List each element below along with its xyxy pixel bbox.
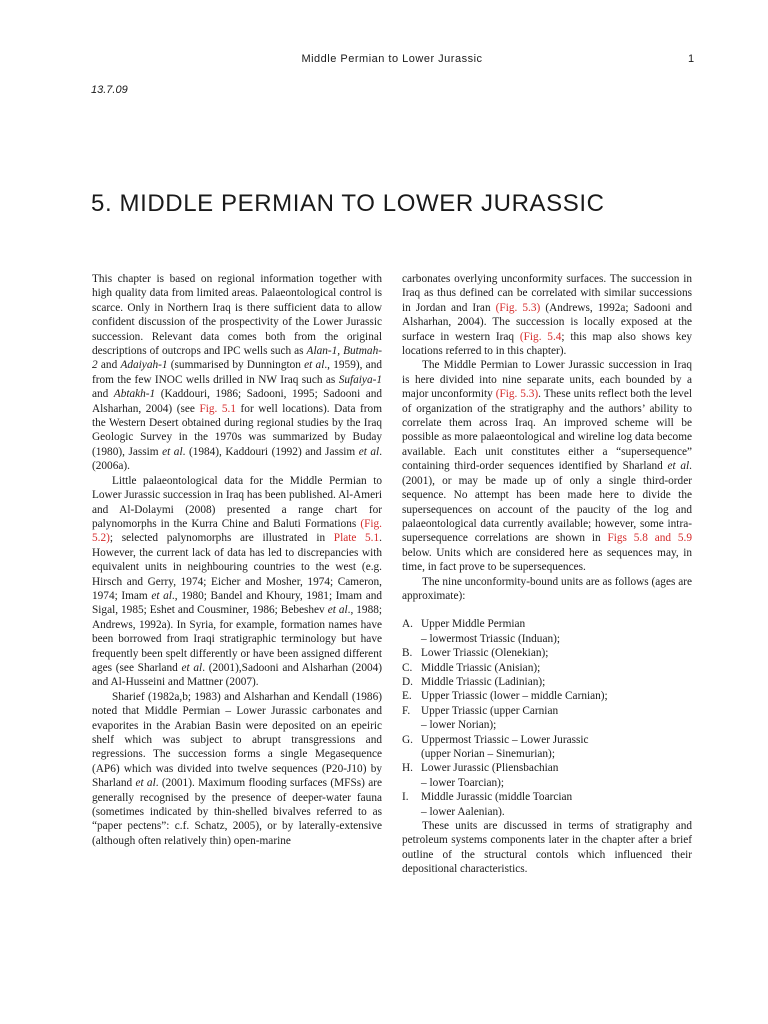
list-item: B. Lower Triassic (Olenekian); [402, 647, 549, 660]
list-item: E. Upper Triassic (lower – middle Carnian); [402, 690, 608, 703]
list-item: C. Middle Triassic (Anisian); [402, 661, 541, 674]
list-item: I. Middle Jurassic (middle Toarcian – lower Aalenian). [402, 791, 573, 818]
figure-link-5-3[interactable]: (Fig. 5.3) [495, 301, 541, 314]
list-item: F. Upper Triassic (upper Carnian – lower Norian); [402, 704, 559, 732]
figure-link-5-3-b[interactable]: (Fig. 5.3) [495, 388, 539, 401]
page-number: 1 [688, 53, 695, 65]
figure-link-5-8-5-9[interactable]: Figs 5.8 and 5.9 [607, 532, 693, 545]
running-title: Middle Permian to Lower Jurassic [301, 53, 483, 65]
left-paragraph-3: Sharief (1982a,b; 1983) and Alsharhan and Kendall (1986) noted that Middle Permian – Lower Jurassic carbonates and evaporites in the Arabian Basin were deposited on an epeiric shelf which was subject to abrupt transgressions and regressions. The succession forms a single Megasequence (AP6) which was divided into twelve sequences (P20-J10) by Sharland et al. (2001). Maximum flooding surfaces (MFSs) are generally recognised by the presence of deeper-water fauna (sometimes indicated by thin-shelled bivalves referred to as “paper pectens”: c.f. Schatz, 2005), or by laterally-extensive (although often relatively thin) open-marine [92, 690, 383, 847]
running-header [0, 53, 768, 69]
right-column [402, 272, 692, 877]
document-date: 13.7.09 [91, 84, 128, 96]
figure-link-5-2[interactable]: (Fig. 5.2) [92, 517, 382, 545]
list-item: G. Uppermost Triassic – Lower Jurassic (upper Norian – Sinemurian); [402, 733, 589, 760]
left-column [92, 272, 382, 848]
list-item: H. Lower Jurassic (Pliensbachian – lower Toarcian); [402, 762, 559, 789]
list-item: D. Middle Triassic (Ladinian); [402, 675, 546, 688]
left-paragraph-1: This chapter is based on regional information together with high quality data from limited areas. Palaeontological control is scarce. Only in Northern Iraq is there sufficient data to allow confident discussion of the prospectivity of the Lower Jurassic succession. Relevant data comes both from the original descriptions of outcrops and IPC wells such as Alan-1, Butmah-2 and Adaiyah-1 (summarised by Dunnington et al., 1959), and from the few INOC wells drilled in NW Iraq such as Sufaiya-1 and Abtakh-1 (Kaddouri, 1986; Sadooni, 1995; Sadooni and Alsharhan, 2004) (see Fig. 5.1 for well locations). Data from the Western Desert obtained during regional studies by the Iraq Geologic Survey in the 1970s was summarized by Buday (1980), Jassim et al. (1984), Kaddouri (1992) and Jassim et al. (2006a). [92, 273, 383, 473]
right-paragraph-4: These units are discussed in terms of stratigraphy and petroleum systems components later in the chapter after a brief outline of the structural contols which influenced their depositional characteristics. [402, 820, 692, 876]
list-item: A. Upper Middle Permian – lowermost Triassic (Induan); [402, 618, 561, 645]
unit-list [402, 617, 692, 819]
figure-link-5-1[interactable]: Fig. 5.1 [199, 402, 236, 415]
plate-link-5-1[interactable]: Plate 5.1 [333, 532, 380, 545]
right-paragraph-2: The Middle Permian to Lower Jurassic succession in Iraq is here divided into nine separate units, each bounded by a major unconformity (Fig. 5.3). These units reflect both the level of organization of the stratigraphy and the authors’ ability to correlate them across Iraq. An improved scheme will be possible as more palaeontological and wireline log data become available. Each unit constitutes either a “supersequence” containing third-order sequences identified by Sharland et al. (2001), or may be made up of only a single third-order sequence. No attempt has been made here to divide the supersequences on account of the paucity of the log and palaeontological data currently available; however, some intra-supersequence correlations are shown in Figs 5.8 and 5.9 below. Units which are considered here as sequences may, in time, in fact prove to be supersequences. [402, 359, 693, 574]
chapter-title: 5. MIDDLE PERMIAN TO LOWER JURASSIC [91, 190, 605, 217]
right-paragraph-3: The nine unconformity-bound units are as follows (ages are approximate): [402, 575, 692, 602]
left-paragraph-2: Little palaeontological data for the Middle Permian to Lower Jurassic succession in Iraq has been published. Al-Ameri and Al-Dolaymi (2008) presented a range chart for palynomorphs in the Kurra Chine and Baluti Formations (Fig. 5.2); selected palynomorphs are illustrated in Plate 5.1. However, the current lack of data has led to discrepancies with equivalent units in neighbouring countries to the west (e.g. Hirsch and Gerry, 1974; Eicher and Mosher, 1974; Cameron, 1974; Imam et al., 1980; Bandel and Khoury, 1981; Imam and Sigal, 1985; Eshet and Cousminer, 1986; Bebeshev et al., 1988; Andrews, 1992a). In Syria, for example, formation names have been borrowed from Iraqi stratigraphic terminology but have frequently been spelt differently or have been assigned different ages (see Sharland et al. (2001),Sadooni and Alsharhan (2004) and Al-Husseini and Mattner (2007). [92, 474, 383, 689]
right-paragraph-1: carbonates overlying unconformity surfaces. The succession in Iraq as thus defined can be correlated with similar successions in Jordan and Iran (Fig. 5.3) (Andrews, 1992a; Sadooni and Alsharhan, 2004). The succession is locally exposed at the surface in western Iraq (Fig. 5.4; this map also shows key locations referred to in this chapter). [402, 273, 692, 358]
figure-link-5-4[interactable]: (Fig. 5.4 [519, 330, 562, 343]
